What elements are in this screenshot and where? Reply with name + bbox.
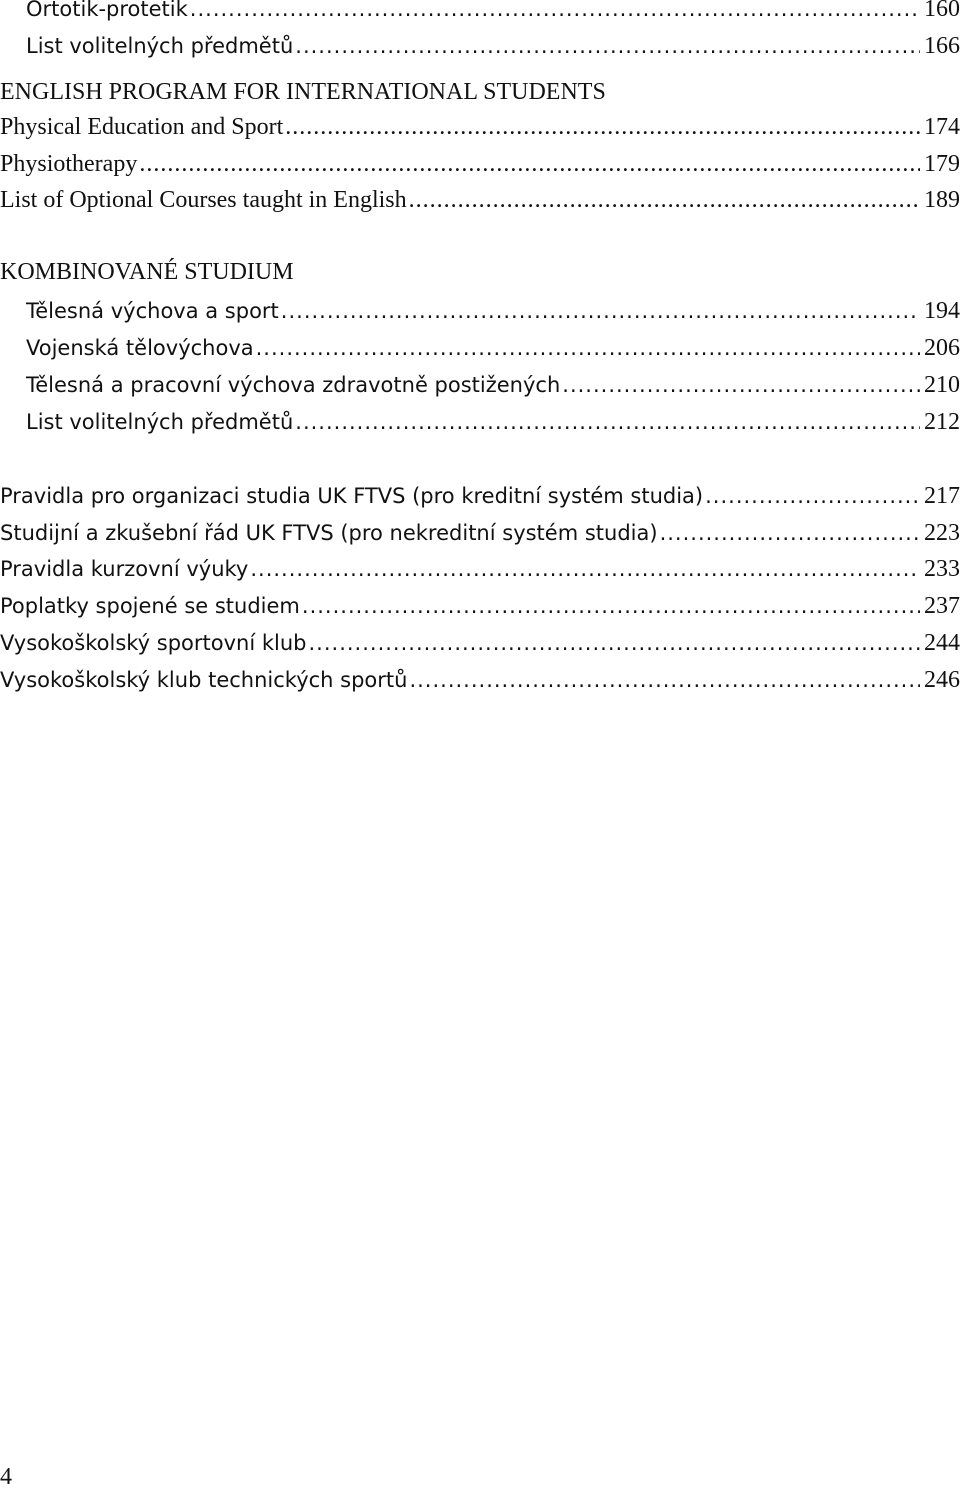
section-heading-english: ENGLISH PROGRAM FOR INTERNATIONAL STUDENTS [0,79,606,105]
leader-dots [302,594,920,618]
leader-dots [190,0,920,21]
toc-entry [26,0,960,32]
toc-entry-title: List volitelných předmětů [26,410,294,434]
toc-entry [26,33,960,69]
toc-entry [0,114,960,150]
toc-entry [0,593,960,629]
leader-dots [250,557,920,581]
leader-dots [309,631,921,655]
toc-entry-title: List volitelných předmětů [26,34,294,58]
toc-entry-page: 166 [924,33,960,59]
toc-entry-title: Vysokoškolský klub technických sportů [0,668,408,692]
page-number: 4 [0,1464,12,1490]
toc-entry-page: 246 [924,667,960,693]
toc-entry [26,335,960,371]
toc-entry-title: Poplatky spojené se studiem [0,594,300,618]
toc-entry-page: 233 [924,556,960,582]
toc-entry [0,556,960,592]
toc-entry-page: 194 [924,298,960,324]
section-heading-combined: KOMBINOVANÉ STUDIUM [0,259,294,285]
toc-entry-title: Studijní a zkušební řád UK FTVS (pro nekreditní systém studia) [0,521,658,545]
toc-entry-page: 212 [924,409,960,435]
toc-entry [0,151,960,187]
toc-entry-title: Tělesná a pracovní výchova zdravotně postižených [26,373,561,397]
leader-dots [562,373,920,397]
leader-dots [295,410,920,434]
leader-dots [285,114,920,141]
toc-entry [26,298,960,334]
leader-dots [139,151,920,178]
toc-entry-page: 206 [924,335,960,361]
toc-entry-title: Vojenská tělovýchova [26,336,254,360]
leader-dots [409,668,920,692]
leader-dots [409,187,920,214]
leader-dots [660,521,920,545]
toc-entry [26,409,960,445]
leader-dots [705,484,920,508]
toc-entry-page: 189 [924,187,960,213]
toc-entry-title: List of Optional Courses taught in English [0,187,407,213]
toc-entry-page: 217 [924,483,960,509]
toc-entry-page: 160 [924,0,960,22]
leader-dots [281,299,920,323]
toc-entry [26,372,960,408]
toc-entry [0,667,960,703]
toc-entry-page: 223 [924,520,960,546]
toc-entry [0,630,960,666]
toc-entry [0,483,960,519]
toc-entry-title: Vysokoškolský sportovní klub [0,631,307,655]
toc-entry-title: Pravidla kurzovní výuky [0,557,249,581]
toc-entry [0,187,960,223]
leader-dots [295,34,920,58]
toc-entry-title: Ortotik-protetik [26,0,188,21]
toc-entry-page: 174 [924,114,960,140]
toc-entry [0,520,960,556]
toc-entry-title: Tělesná výchova a sport [26,299,279,323]
toc-entry-page: 244 [924,630,960,656]
toc-entry-page: 179 [924,151,960,177]
toc-entry-page: 237 [924,593,960,619]
toc-entry-title: Pravidla pro organizaci studia UK FTVS (pro kreditní systém studia) [0,484,704,508]
toc-entry-title: Physical Education and Sport [0,114,284,140]
toc-entry-page: 210 [924,372,960,398]
toc-entry-title: Physiotherapy [0,151,138,177]
leader-dots [256,336,920,360]
